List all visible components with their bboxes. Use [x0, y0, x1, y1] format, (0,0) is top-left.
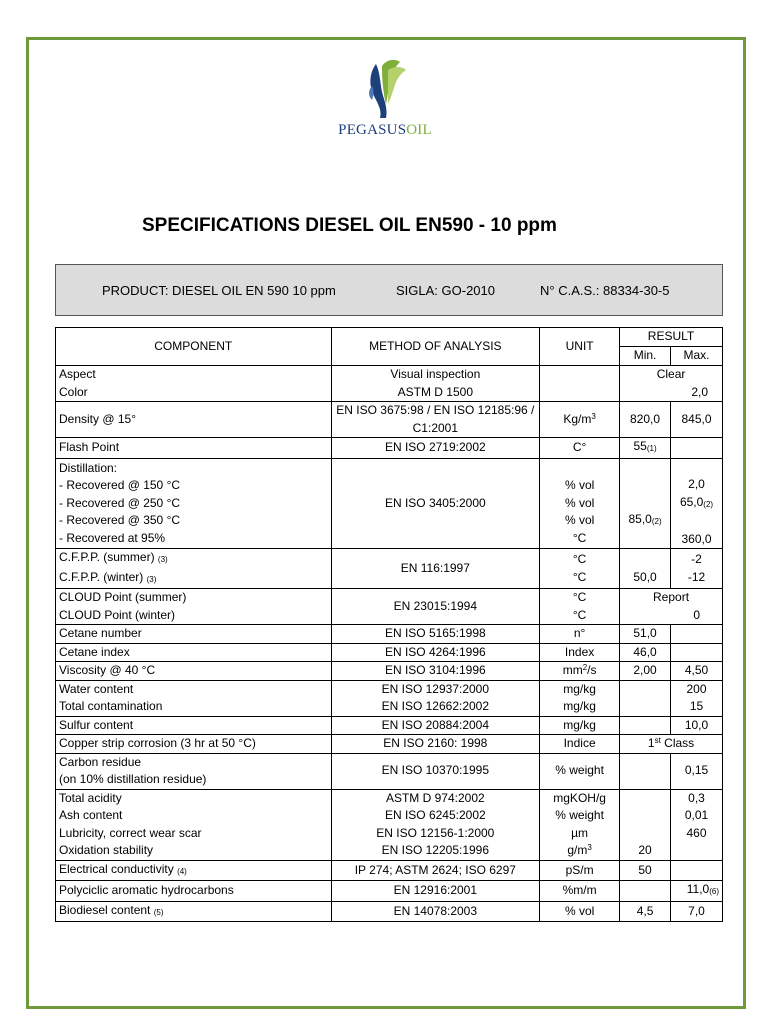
aspect-component: Aspect	[59, 367, 96, 381]
table-row: Flash Point EN ISO 2719:2002 C° $55_{(1)}$	[56, 438, 723, 459]
pegasus-logo	[330, 56, 440, 144]
header-component: COMPONENT	[56, 328, 332, 366]
table-row: Copper strip corrosion (3 hr at 50 °C) EN ISO 2160: 1998 Indice 1st Class	[56, 735, 723, 754]
cfpp-winter-component: C.F.P.P. (winter)	[59, 569, 144, 584]
specifications-table	[55, 327, 723, 922]
cloud-method: EN 23015:1994	[331, 589, 540, 625]
header-max: Max.	[671, 347, 723, 366]
color-component: Color	[59, 384, 88, 399]
cfpp-summer-component: C.F.P.P. (summer)	[59, 550, 155, 564]
acidity-component: Total acidity	[59, 790, 122, 805]
product-cas: N° C.A.S.: 88334-30-5	[540, 283, 670, 298]
table-row: Distillation: - Recovered @ 150 °C - Recovered @ 250 °C - Recovered @ 350 °C - Recovered at 95% EN ISO 3405:2000 % vol % vol % vol °C $85,0_{(2)}$ 2,0 $65,0_{(2)}$ 360,0	[56, 458, 723, 549]
table-row: Water content Total contamination EN ISO 12937:2000 EN ISO 12662:2002 mg/kg mg/kg 200 15	[56, 680, 723, 716]
water-component: Water content	[59, 681, 134, 696]
distillation-method: EN ISO 3405:2000	[331, 458, 540, 549]
distillation-component: Distillation:	[59, 460, 118, 475]
table-row: Biodiesel content $_{(5)}$ EN 14078:2003 % vol 4,5 7,0	[56, 901, 723, 922]
table-row: Cetane index EN ISO 4264:1996 Index 46,0	[56, 643, 723, 662]
density-method: EN ISO 3675:98 / EN ISO 12185:96 / C1:2001	[331, 402, 540, 438]
header-result: RESULT	[620, 328, 723, 347]
header-min: Min.	[620, 347, 671, 366]
density-component: Density @ 15°	[56, 402, 332, 438]
table-row: Viscosity @ 40 °C EN ISO 3104:1996 $mm^2/s$ 2,00 4,50	[56, 662, 723, 681]
pah-component: Polyciclic aromatic hydrocarbons	[56, 881, 332, 902]
product-sigla: SIGLA: GO-2010	[396, 283, 495, 298]
density-unit: Kg/m	[563, 411, 592, 426]
carbon-component: Carbon residue	[59, 754, 142, 769]
table-row: Density @ 15° EN ISO 3675:98 / EN ISO 12185:96 / C1:2001 $Kg/m^3$ 820,0 845,0	[56, 402, 723, 438]
pegasus-horse-icon	[330, 56, 440, 122]
product-name: PRODUCT: DIESEL OIL EN 590 10 ppm	[102, 283, 336, 298]
flash-method: EN ISO 2719:2002	[331, 438, 540, 459]
density-min: 820,0	[620, 402, 671, 438]
color-max: 2,0	[691, 384, 708, 399]
table-row: CLOUD Point (summer) CLOUD Point (winter) EN 23015:1994 °C °C Report 0	[56, 589, 723, 625]
ash-component: Ash content	[59, 808, 123, 822]
density-max: 845,0	[671, 402, 723, 438]
product-info-box	[55, 264, 723, 316]
header-method: METHOD OF ANALYSIS	[331, 328, 540, 366]
logo-text-primary: PEGASUS	[338, 122, 407, 138]
cetane-number-component: Cetane number	[56, 625, 332, 644]
cloud-summer-result: Report	[653, 590, 690, 604]
cetane-index-component: Cetane index	[56, 643, 332, 662]
aspect-method: Visual inspection	[390, 367, 481, 381]
cloud-winter-max: 0	[693, 607, 700, 622]
color-method: ASTM D 1500	[397, 384, 474, 399]
biodiesel-component: Biodiesel content	[59, 902, 151, 917]
lubricity-component: Lubricity, correct wear scar	[59, 825, 202, 840]
logo-text-secondary: OIL	[406, 122, 432, 138]
table-row: Total acidity Ash content Lubricity, correct wear scar Oxidation stability ASTM D 974:2002 EN ISO 6245:2002 EN ISO 12156-1:2000 EN ISO 12205:1996 mgKOH/g % weight µm $g/m^3$ 20 0,3 0,01 460	[56, 789, 723, 860]
table-row	[56, 366, 723, 402]
viscosity-component: Viscosity @ 40 °C	[56, 662, 332, 681]
page-title: SPECIFICATIONS DIESEL OIL EN590 - 10 ppm	[142, 215, 557, 236]
header-unit: UNIT	[540, 328, 620, 366]
cfpp-method: EN 116:1997	[331, 549, 540, 589]
cloud-winter-component: CLOUD Point (winter)	[59, 607, 176, 622]
table-header-row	[56, 328, 723, 347]
contamination-component: Total contamination	[59, 699, 163, 713]
conductivity-component: Electrical conductivity	[59, 861, 174, 876]
cloud-summer-component: CLOUD Point (summer)	[59, 590, 187, 604]
copper-component: Copper strip corrosion (3 hr at 50 °C)	[56, 735, 332, 754]
table-row: Electrical conductivity $_{(4)}$ IP 274; ASTM 2624; ISO 6297 pS/m 50	[56, 860, 723, 881]
sulfur-component: Sulfur content	[56, 716, 332, 735]
table-row: Cetane number EN ISO 5165:1998 n° 51,0	[56, 625, 723, 644]
table-row: Carbon residue (on 10% distillation residue) EN ISO 10370:1995 % weight 0,15	[56, 753, 723, 789]
flash-min: 55	[633, 439, 647, 453]
oxidation-component: Oxidation stability	[59, 843, 154, 857]
flash-component: Flash Point	[56, 438, 332, 459]
table-row: Polyciclic aromatic hydrocarbons EN 12916:2001 %m/m $11,0_{(6)}$	[56, 881, 723, 902]
aspect-result: Clear	[656, 367, 686, 381]
table-row: C.F.P.P. (summer) $_{(3)}$ C.F.P.P. (winter) $_{(3)}$ EN 116:1997 °C °C 50,0 -2 -12	[56, 549, 723, 589]
flash-unit: C°	[540, 438, 620, 459]
table-row: Sulfur content EN ISO 20884:2004 mg/kg 10,0	[56, 716, 723, 735]
